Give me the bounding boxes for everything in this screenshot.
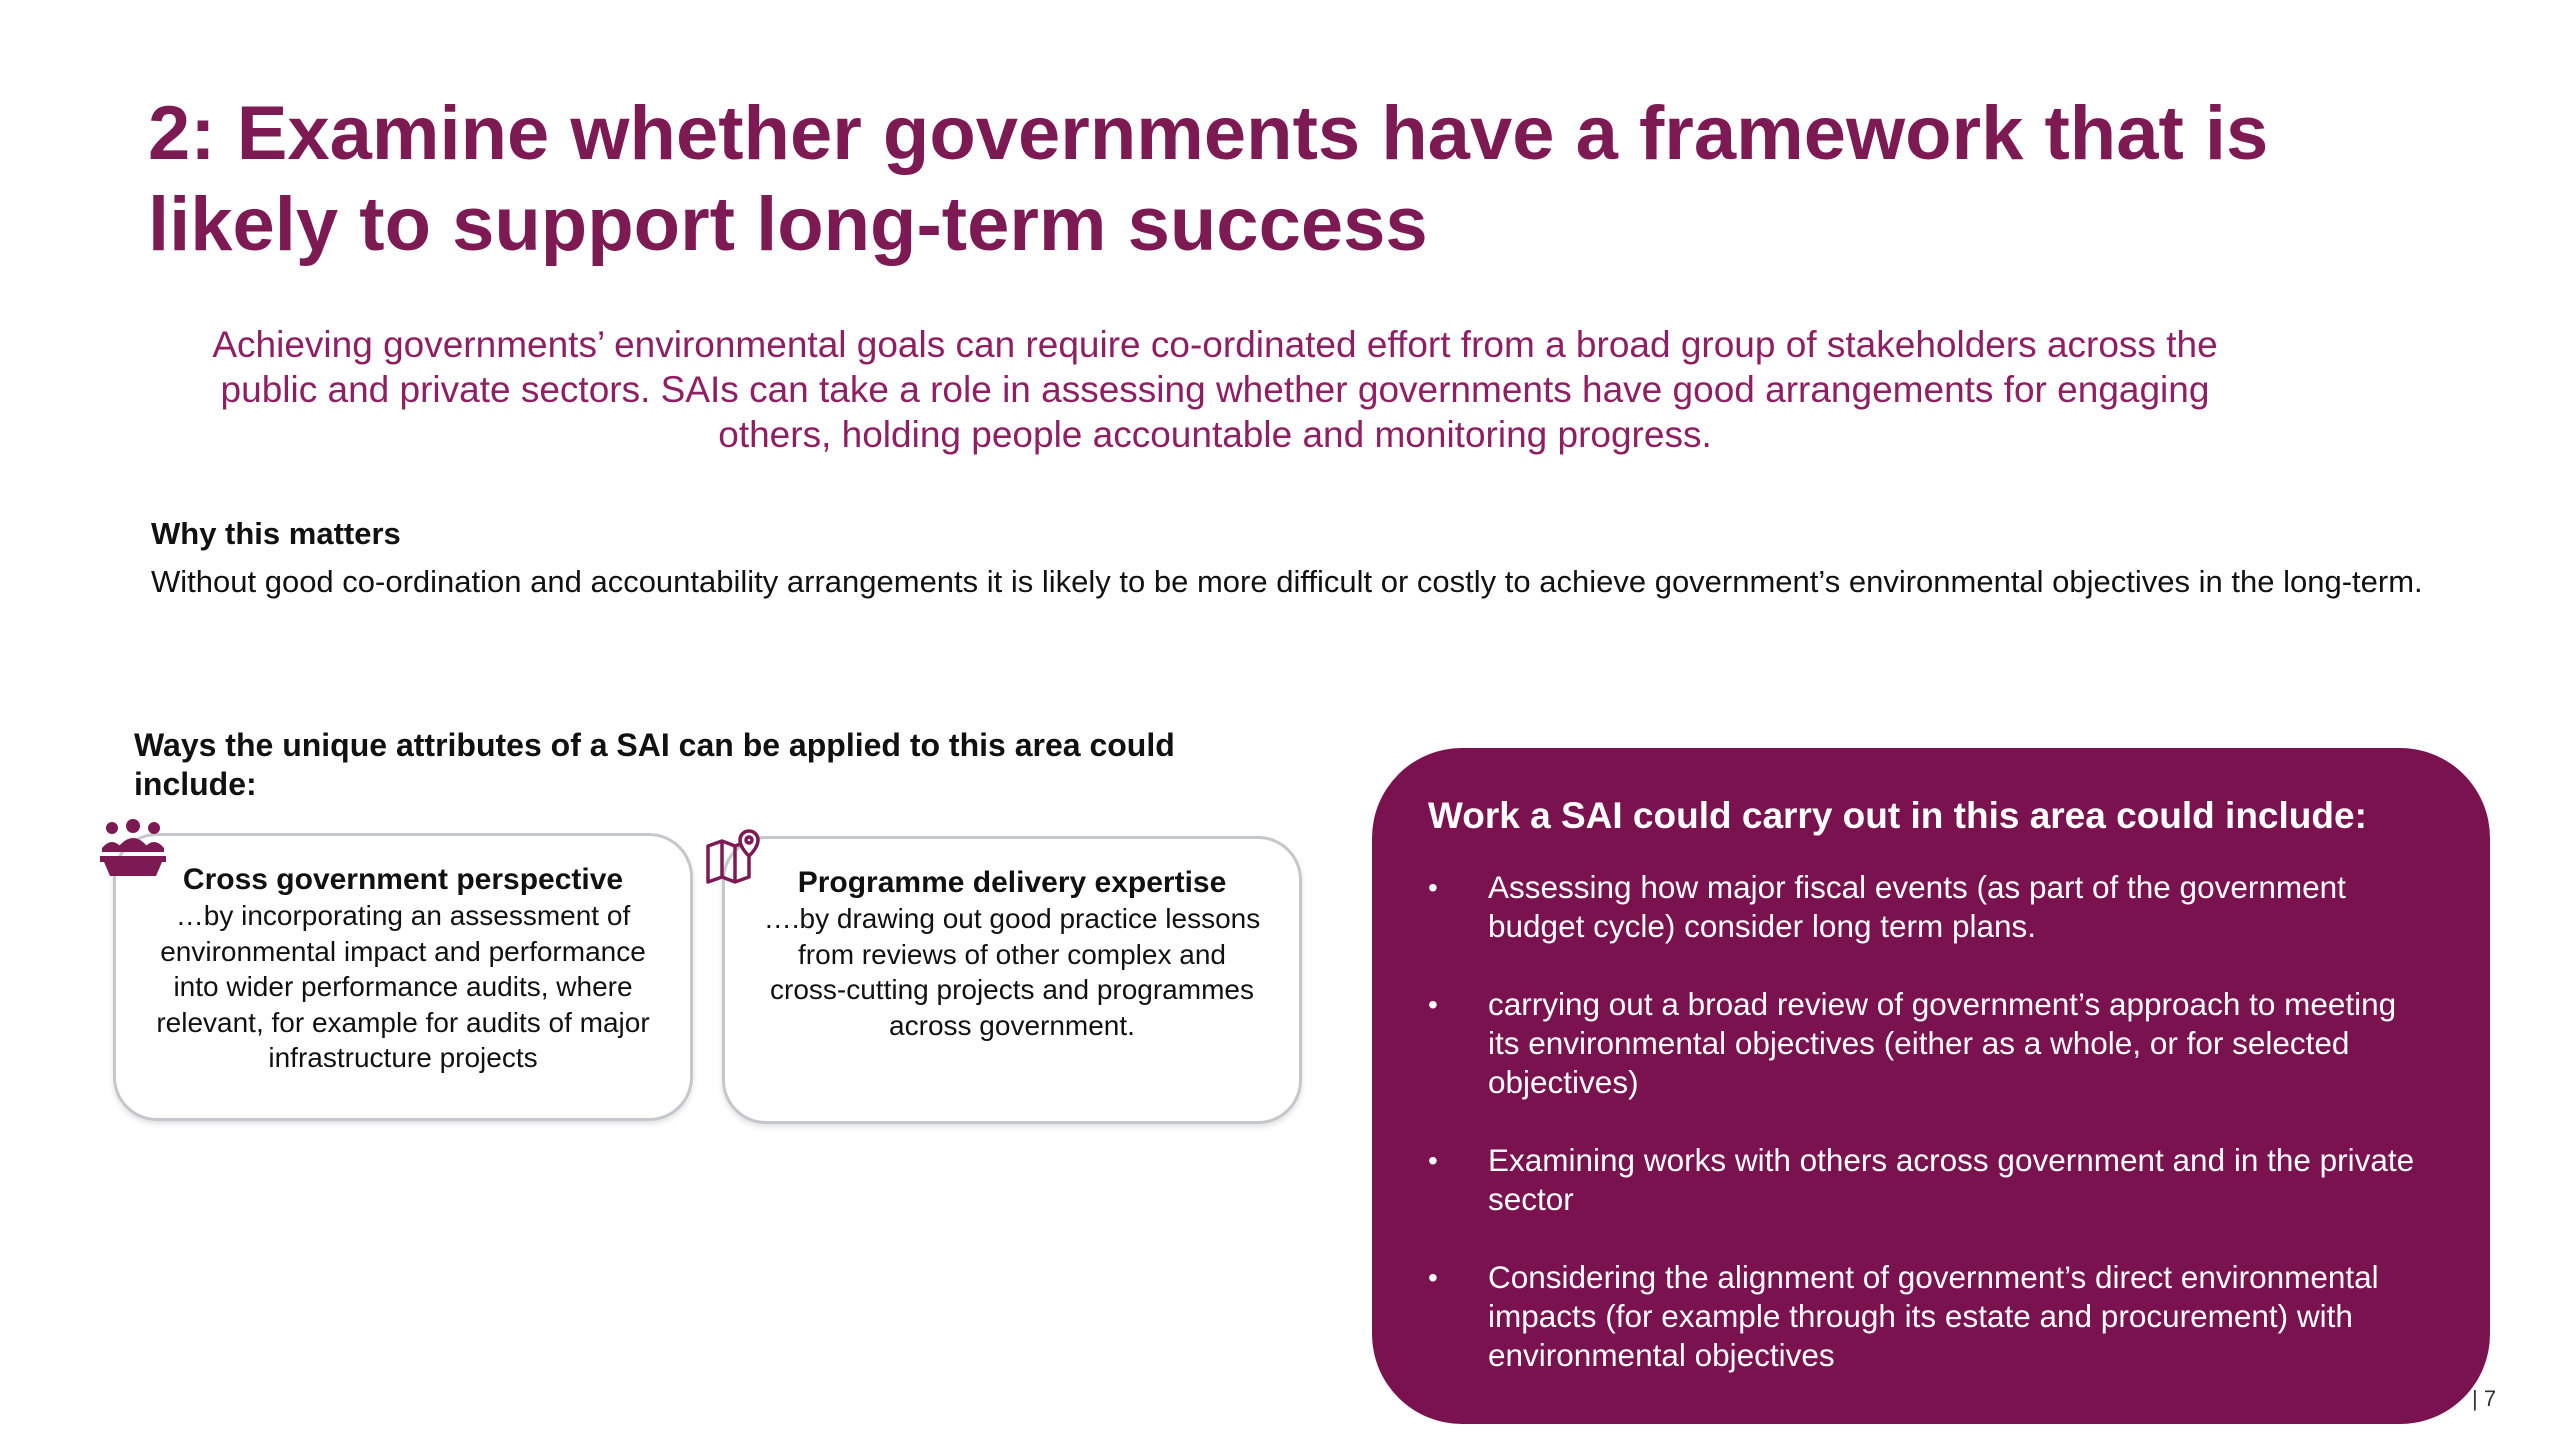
map-pin-icon <box>705 828 763 884</box>
work-list-item: • Considering the alignment of government’s direct environmental impacts (for example through its estate and procurement) with environmental objectives <box>1428 1258 2434 1375</box>
work-panel <box>1372 748 2490 1424</box>
attribute-card-programme-delivery <box>722 836 1302 1124</box>
work-list-item: • Examining works with others across government and in the private sector <box>1428 1141 2434 1219</box>
work-list-item: • Assessing how major fiscal events (as part of the government budget cycle) consider long term plans. <box>1428 868 2434 946</box>
why-heading: Why this matters <box>151 516 401 551</box>
why-body: Without good co-ordination and accountability arrangements it is likely to be more difficult or costly to achieve government’s environmental objectives in the long-term. <box>151 564 2423 599</box>
card-title: Programme delivery expertise <box>797 866 1227 899</box>
card-title: Cross government perspective <box>182 863 624 896</box>
page-title: 2: Examine whether governments have a framework that is likely to support long-term success <box>148 91 2269 267</box>
work-list-item: • carrying out a broad review of government’s approach to meeting its environmental objectives (either as a whole, or for selected objectives) <box>1428 985 2434 1102</box>
card-body: …by incorporating an assessment of environmental impact and performance into wider performance audits, where relevant, for example for audits of major infrastructure projects <box>156 900 650 1073</box>
page-number: | 7 <box>2472 1386 2497 1411</box>
intro-paragraph: Achieving governments’ environmental goals can require co-ordinated effort from a broad group of stakeholders across the public and private sectors. SAIs can take a role in assessing whether governments have good arrangements for engaging others, holding people accountable and monitoring progress. <box>212 324 2218 455</box>
people-group-icon <box>98 818 168 880</box>
card-body: ….by drawing out good practice lessons from reviews of other complex and cross-cutting projects and programmes across government. <box>763 903 1261 1041</box>
ways-heading: Ways the unique attributes of a SAI can be applied to this area could include: <box>134 727 1175 802</box>
attribute-card-cross-government <box>113 833 693 1121</box>
work-heading: Work a SAI could carry out in this area could include: <box>1428 795 2367 836</box>
work-list <box>1428 868 2434 1375</box>
